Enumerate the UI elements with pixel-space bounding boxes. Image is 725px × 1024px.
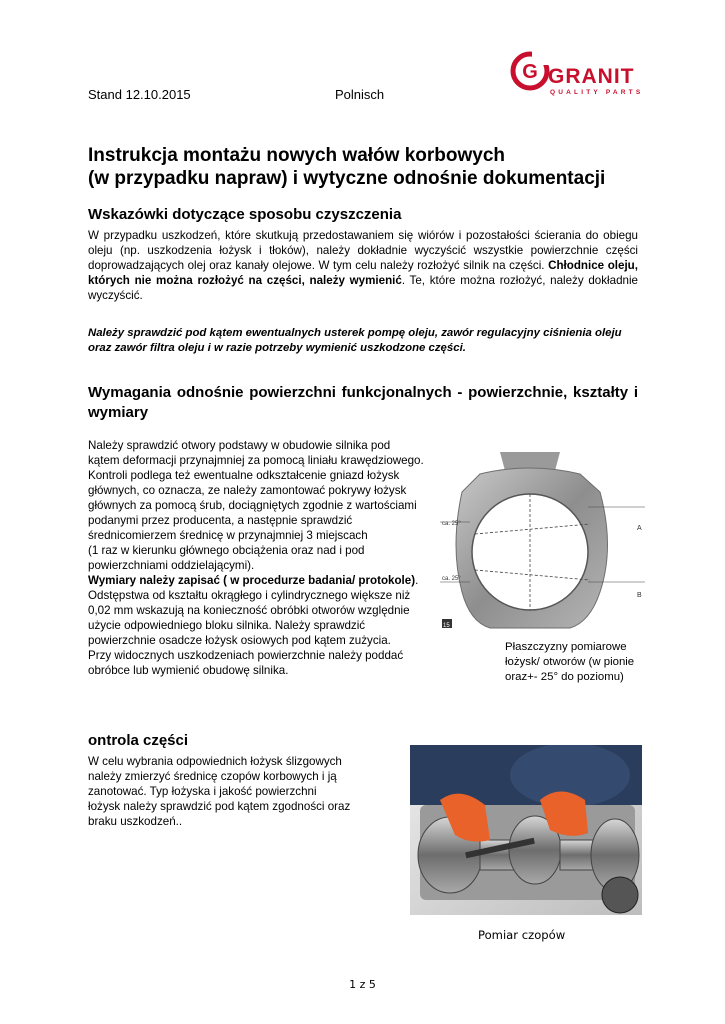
section-parts-check-heading: ontrola części: [88, 732, 189, 749]
req-line: użycie odpowiedniego bloku silnika. Należy sprawdzić: [88, 619, 366, 632]
req-line: średnicomierzem średnicę w przynajmniej 3 miejscach: [88, 529, 368, 542]
req-bold-text: Wymiary należy zapisać ( w procedurze badania/ protokole): [88, 574, 416, 587]
req-line: podanymi przez producenta, a następnie sprawdzić: [88, 514, 353, 527]
figure-number: 15: [443, 623, 450, 629]
granit-logo-mark: [510, 51, 550, 91]
req-line: 0,02 mm wskazują na konieczność obróbki otworów względnie: [88, 604, 410, 617]
check-line: należy zmierzyć średnicę czopów korbowych i ją: [88, 770, 337, 783]
section-requirements-text: [88, 438, 443, 678]
section-requirements-heading: Wymagania odnośnie powierzchni funkcjonalnych - powierzchnie, kształty i wymiary: [88, 384, 638, 421]
logo-tagline: QUALITY PARTS: [550, 89, 644, 96]
caption-line: Płaszczyzny pomiarowe: [505, 641, 627, 653]
cleaning-text-c: . Te, które można rozłożyć, należy dokładnie wyczyścić.: [88, 274, 638, 302]
req-line: kątem deformacji przynajmniej za pomocą liniału krawędziowego.: [88, 454, 424, 467]
caption-line: oraz+- 25° do poziomu): [505, 671, 624, 683]
logo-brand: GRANIT: [548, 65, 635, 88]
angle-label-bottom: ca. 25°: [442, 576, 461, 582]
check-line: braku uszkodzeń..: [88, 815, 183, 828]
req-line: głównych za pomocą śrub, dociągniętych zgodnie z wartościami: [88, 499, 417, 512]
cleaning-text-a: W przypadku uszkodzeń, które skutkują przedostawaniem się wiórów i pozostałości ścierania do obiegu oleju (np. uszkodzenia łożysk i tłoków), należy dokładnie wyczyścić wszystkie powierzchnie części doprowadzających olej oraz kanały olejowe. W tym celu należy rozłożyć silnik na części.: [88, 229, 638, 272]
bearing-caption: [505, 640, 645, 685]
req-line: Przy widocznych uszkodzeniach powierzchnie należy poddać: [88, 649, 404, 662]
title-line-2: (w przypadku napraw) i wytyczne odnośnie dokumentacji: [88, 168, 606, 189]
check-line: łożysk należy sprawdzić pod kątem zgodności oraz: [88, 800, 351, 813]
header-language: Polnisch: [335, 87, 385, 102]
req-line: (1 raz w kierunku głównego obciążenia oraz nad i pod: [88, 544, 365, 557]
plane-label-a: A: [637, 525, 642, 532]
plane-label-b: B: [637, 592, 642, 599]
page-number: 1 z 5: [349, 978, 376, 991]
req-line: obróbce lub wymienić obudowę silnika.: [88, 664, 289, 677]
svg-text:G: G: [522, 61, 538, 83]
angle-label-top: ca. 25°: [442, 521, 461, 527]
req-bold-line: [88, 573, 443, 588]
title-line-1: Instrukcja montażu nowych wałów korbowych: [88, 145, 506, 166]
crankshaft-measurement-photo: [410, 745, 642, 915]
req-line: głównych, co oznacza, ze należy zamontować pokrywy łożysk: [88, 484, 407, 497]
section-parts-check-text: [88, 754, 388, 829]
req-line: powierzchnie osadcze łożysk osiowych pod kątem zużycia.: [88, 634, 391, 647]
cleaning-text-bold: Chłodnice oleju, których nie można rozłożyć na części, należy wymienić: [88, 259, 638, 287]
cleaning-note: Należy sprawdzić pod kątem ewentualnych usterek pompę oleju, zawór regulacyjny ciśnienia oleju oraz zawór filtra oleju i w razie potrzeby wymienić uszkodzone części.: [88, 327, 622, 354]
req-line: Odstępstwa od kształtu okrągłego i cylindrycznego większe niż: [88, 589, 411, 602]
req-line: Należy sprawdzić otwory podstawy w obudowie silnika pod: [88, 439, 391, 452]
req-bold-end: .: [415, 574, 419, 587]
check-line: W celu wybrania odpowiednich łożysk ślizgowych: [88, 755, 342, 768]
photo-caption: Pomiar czopów: [478, 928, 566, 942]
req-line: Kontroli podlega też ewentualne odkształcenie gniazd łożysk: [88, 469, 400, 482]
page-title: [88, 144, 648, 190]
caption-line: łożysk/ otworów (w pionie: [505, 656, 635, 668]
section-cleaning-text: [88, 228, 638, 303]
req-line: powierzchniami oddzielającymi).: [88, 559, 255, 572]
granit-logo: [510, 45, 645, 105]
section-cleaning-heading: Wskazówki dotyczące sposobu czyszczenia: [88, 206, 402, 223]
header-date: Stand 12.10.2015: [88, 87, 191, 102]
check-line: zanotować. Typ łożyska i jakość powierzchni: [88, 785, 317, 798]
bearing-measurement-figure: [440, 452, 645, 644]
